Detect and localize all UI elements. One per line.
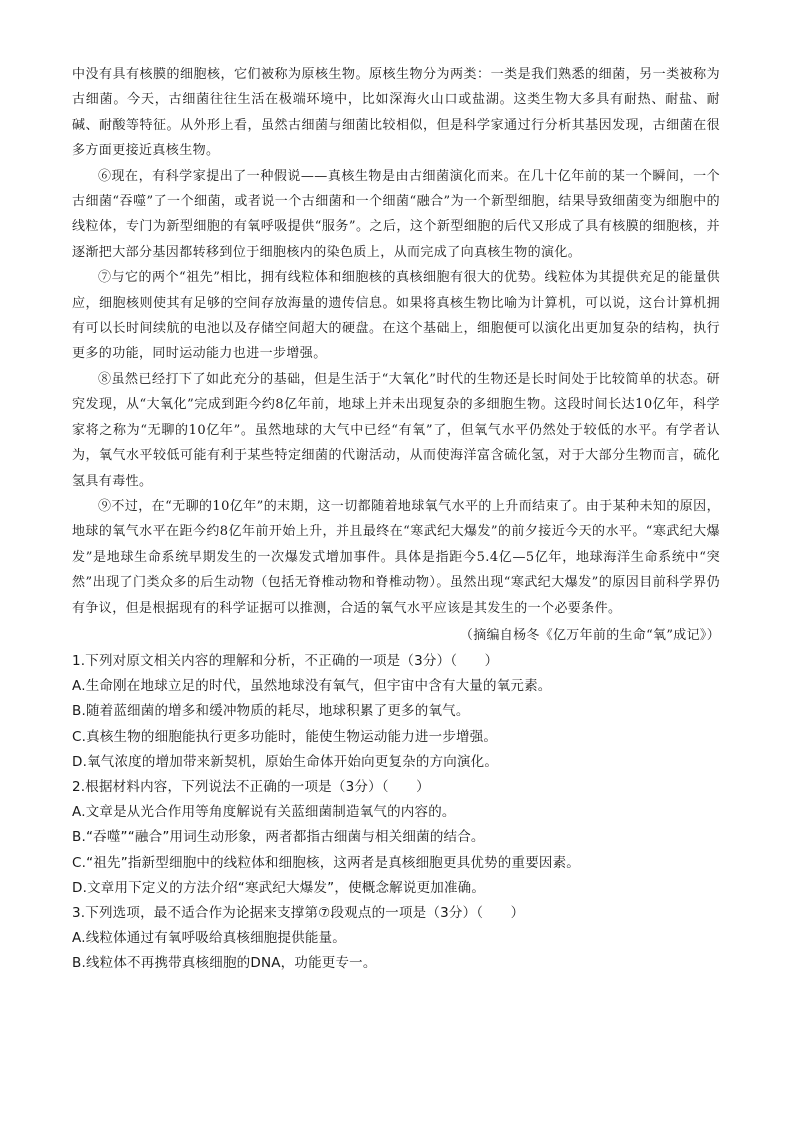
question-2-option-c: C.“祖先”指新型细胞中的线粒体和细胞核，这两者是真核细胞更具优势的重要因素。 xyxy=(72,854,581,871)
paragraph-5-continued: 中没有具有核膜的细胞核，它们被称为原核生物。原核生物分为两类：一类是我们熟悉的细菌，另一类被称为古细菌。今天，古细菌往往生活在极端环境中，比如深海火山口或盐湖。这类生物大多具有耐热、耐盐、耐碱、耐酸等特征。从外形上看，虽然古细菌与细菌比较相似，但是科学家通过行分析其基因发现，古细菌在很多方面更接近真核生物。 xyxy=(72,67,720,159)
paragraph-9: ⑨不过，在“无聊的10亿年”的末期，这一切都随着地球氧气水平的上升而结束了。由于某种未知的原因，地球的氧气水平在距今约8亿年前开始上升，并且最终在“寒武纪大爆发”的前夕接近今天的水平。“寒武纪大爆发”是地球生命系统早期发生的一次爆发式增加事件。具体是指距今5.4亿—5亿年，地球海洋生命系统中“突然”出现了门类众多的后生动物（包括无脊椎动物和脊椎动物）。虽然出现“寒武纪大爆发”的原因目前科学界仍有争议，但是根据现有的科学证据可以推测，合适的氧气水平应该是其发生的一个必要条件。 xyxy=(72,498,720,616)
question-3-option-b: B.线粒体不再携带真核细胞的DNA，功能更专一。 xyxy=(72,955,377,972)
question-1-option-b: B.随着蓝细菌的增多和缓冲物质的耗尽，地球积累了更多的氧气。 xyxy=(72,703,470,720)
question-1-stem: 1.下列对原文相关内容的理解和分析，不正确的一项是（3分）（ ） xyxy=(72,652,499,669)
questions-section xyxy=(72,649,720,977)
question-1-option-c: C.真核生物的细胞能执行更多功能时，能使生物运动能力进一步增强。 xyxy=(72,728,498,745)
question-2-option-a: A.文章是从光合作用等角度解说有关蓝细菌制造氧气的内容的。 xyxy=(72,804,456,821)
question-3-option-a: A.线粒体通过有氧呼吸给真核细胞提供能量。 xyxy=(72,930,346,947)
document-page xyxy=(72,62,720,977)
question-1-option-d: D.氧气浓度的增加带来新契机，原始生命体开始向更复杂的方向演化。 xyxy=(72,753,499,770)
question-2-option-b: B.“吞噬”“融合”用词生动形象，两者都指古细菌与相关细菌的结合。 xyxy=(72,829,485,846)
paragraph-8: ⑧虽然已经打下了如此充分的基础，但是生活于“大氧化”时代的生物还是长时间处于比较简单的状态。研究发现，从“大氧化”完成到距今约8亿年前，地球上并未出现复杂的多细胞生物。这段时间长达10亿年，科学家将之称为“无聊的10亿年”。虽然地球的大气中已经“有氧”了，但氧气水平仍然处于较低的水平。有学者认为，氧气水平较低可能有利于某些特定细菌的代谢活动，从而使海洋富含硫化氢，对于大部分生物而言，硫化氢具有毒性。 xyxy=(72,371,720,489)
paragraph-6: ⑥现在，有科学家提出了一种假说——真核生物是由古细菌演化而来。在几十亿年前的某一个瞬间，一个古细菌“吞噬”了一个细菌，或者说一个古细菌和一个细菌“融合”为一个新型细胞，结果导致细菌变为细胞中的线粒体，专门为新型细胞的有氧呼吸提供“服务”。之后，这个新型细胞的后代又形成了具有核膜的细胞核，并逐渐把大部分基因都转移到位于细胞核内的染色质上，从而完成了向真核生物的演化。 xyxy=(72,168,720,260)
question-3-stem: 3.下列选项，最不适合作为论据来支撑第⑦段观点的一项是（3分）（ ） xyxy=(72,904,525,921)
question-1-option-a: A.生命刚在地球立足的时代，虽然地球没有氧气，但宇宙中含有大量的氧元素。 xyxy=(72,678,552,695)
source-citation: （摘编自杨冬《亿万年前的生命“氧”成记》） xyxy=(459,627,720,643)
question-2-option-d: D.文章用下定义的方法介绍“寒武纪大爆发”，使概念解说更加准确。 xyxy=(72,879,486,896)
paragraph-7: ⑦与它的两个“祖先”相比，拥有线粒体和细胞核的真核细胞有很大的优势。线粒体为其提供充足的能量供应，细胞核则使其有足够的空间存放海量的遗传信息。如果将真核生物比喻为计算机，可以说，这台计算机拥有可以长时间续航的电池以及存储空间超大的硬盘。在这个基础上，细胞便可以演化出更加复杂的结构，执行更多的功能，同时运动能力也进一步增强。 xyxy=(72,270,720,362)
question-2-stem: 2.根据材料内容，下列说法不正确的一项是（3分）（ ） xyxy=(72,778,430,795)
reading-passage xyxy=(72,62,720,649)
